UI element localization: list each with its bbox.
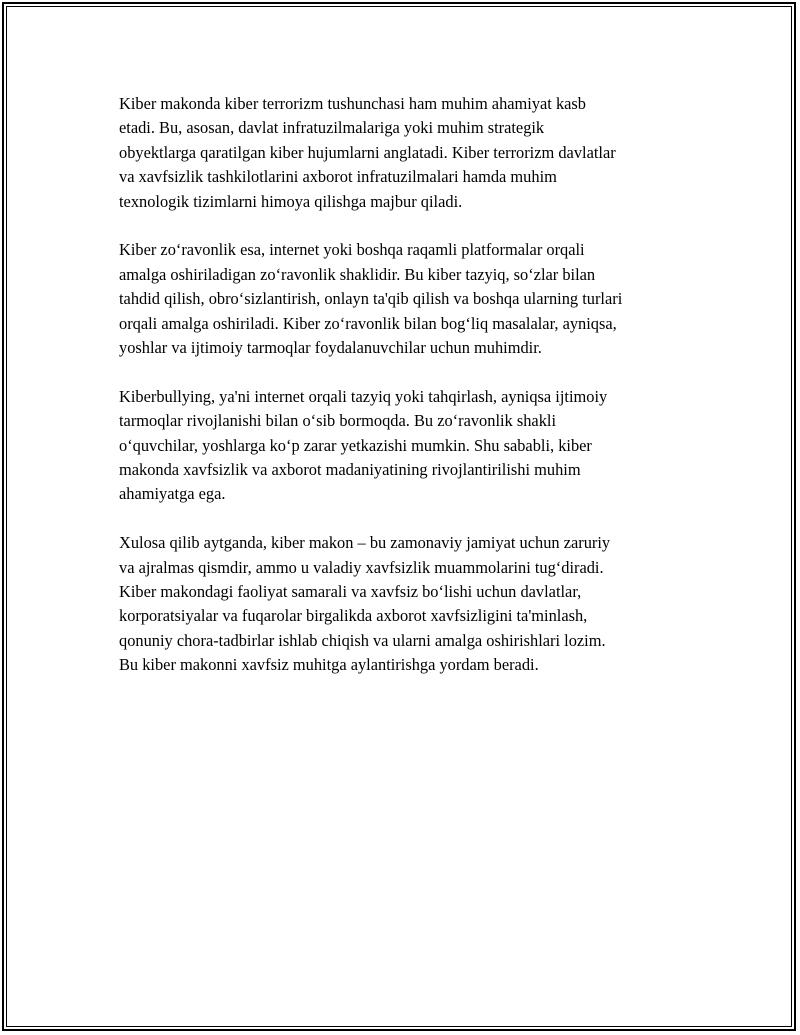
text-line: obyektlarga qaratilgan kiber hujumlarni anglatadi. Kiber terrorizm davlatlar xyxy=(119,142,616,162)
text-line: qonuniy chora-tadbirlar ishlab chiqish va ularni amalga oshirishlari lozim. xyxy=(119,630,606,650)
text-line: va ajralmas qismdir, ammo u valadiy xavfsizlik muammolarini tug‘diradi. xyxy=(119,557,604,577)
text-line: makonda xavfsizlik va axborot madaniyatining rivojlantirilishi muhim xyxy=(119,460,581,480)
text-line: tahdid qilish, obro‘sizlantirish, onlayn ta'qib qilish va boshqa ularning turlari xyxy=(119,289,623,309)
text-line: texnologik tizimlarni himoya qilishga majbur qiladi. xyxy=(119,191,463,211)
paragraph-2 xyxy=(119,238,694,360)
paragraph-1 xyxy=(119,92,694,214)
text-line: amalga oshiriladigan zo‘ravonlik shaklidir. Bu kiber tazyiq, so‘zlar bilan xyxy=(119,264,596,284)
text-line: Kiber makonda kiber terrorizm tushunchasi ham muhim ahamiyat kasb xyxy=(119,94,587,113)
text-line: Xulosa qilib aytganda, kiber makon – bu zamonaviy jamiyat uchun zaruriy xyxy=(119,533,611,553)
text-line: Kiber makondagi faoliyat samarali va xavfsiz bo‘lishi uchun davlatlar, xyxy=(119,582,582,602)
document-body xyxy=(119,92,694,702)
paragraph-4 xyxy=(119,531,694,677)
text-line: ahamiyatga ega. xyxy=(119,484,226,504)
paragraph-3 xyxy=(119,385,694,507)
text-line: va xavfsizlik tashkilotlarini axborot infratuzilmalari hamda muhim xyxy=(119,167,557,187)
text-line: Kiber zo‘ravonlik esa, internet yoki boshqa raqamli platformalar orqali xyxy=(119,240,585,260)
text-line: Bu kiber makonni xavfsiz muhitga aylantirishga yordam beradi. xyxy=(119,655,539,675)
text-line: Kiberbullying, ya'ni internet orqali tazyiq yoki tahqirlash, ayniqsa ijtimoiy xyxy=(119,386,608,406)
text-line: korporatsiyalar va fuqarolar birgalikda axborot xavfsizligini ta'minlash, xyxy=(119,606,588,626)
text-line: orqali amalga oshiriladi. Kiber zo‘ravonlik bilan bog‘liq masalalar, ayniqsa, xyxy=(119,313,617,333)
text-line: etadi. Bu, asosan, davlat infratuzilmalariga yoki muhim strategik xyxy=(119,118,545,138)
text-line: tarmoqlar rivojlanishi bilan o‘sib bormoqda. Bu zo‘ravonlik shakli xyxy=(119,411,557,431)
text-line: yoshlar va ijtimoiy tarmoqlar foydalanuvchilar uchun muhimdir. xyxy=(119,338,542,358)
text-line: o‘quvchilar, yoshlarga ko‘p zarar yetkazishi mumkin. Shu sababli, kiber xyxy=(119,435,592,455)
